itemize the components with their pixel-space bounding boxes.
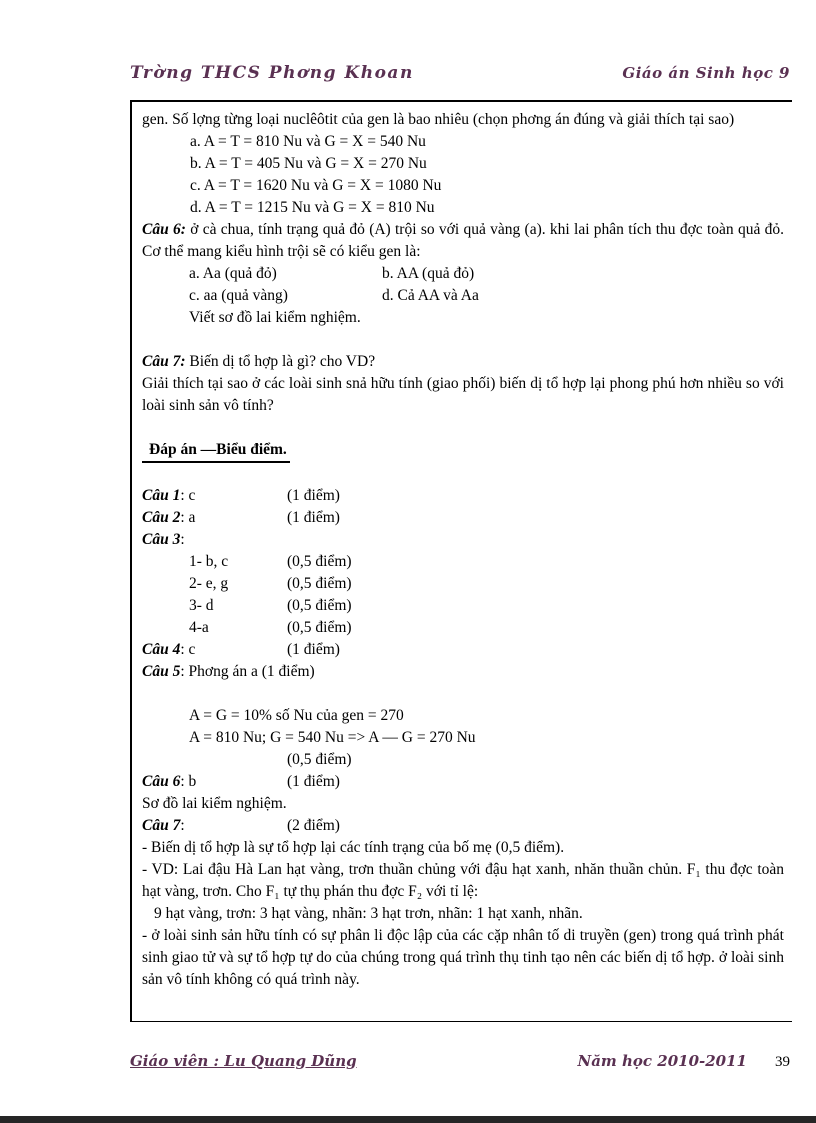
- spacer: [142, 463, 784, 485]
- answer-q3-label: Câu 3: [142, 531, 181, 548]
- question6-options-row1: [142, 263, 784, 285]
- footer-school-year: Năm học 2010-2011: [577, 1052, 747, 1070]
- page-footer: [130, 1050, 790, 1073]
- question5-option-c: c. A = T = 1620 Nu và G = X = 1080 Nu: [190, 177, 442, 194]
- answer-q4-label: Câu 4: [142, 641, 181, 658]
- scan-bottom-edge: [0, 1116, 816, 1123]
- question5-option-b: b. A = T = 405 Nu và G = X = 270 Nu: [190, 155, 427, 172]
- footer-teacher-name: Giáo viên : Lu Quang Dũng: [130, 1052, 357, 1070]
- answer-q3-sub-2-points: (0,5 điểm): [287, 575, 352, 592]
- answer-q5-work-1: A = G = 10% số Nu của gen = 270: [189, 707, 404, 724]
- answer-q5-work-2: A = 810 Nu; G = 540 Nu => A — G = 270 Nu: [189, 729, 476, 746]
- answer-row-q3: [142, 529, 784, 551]
- answer-q3-sub-1-points: (0,5 điểm): [287, 553, 352, 570]
- answer-q3-sub-1: [142, 551, 784, 573]
- answer-q2-value: : a: [180, 509, 196, 526]
- question6-option-a: a. Aa (quả đỏ): [189, 265, 277, 282]
- answer-section-heading: Đáp án —Biểu điểm.: [142, 439, 290, 463]
- answer-q4-points: (1 điểm): [287, 641, 340, 658]
- answer-row-q2: [142, 507, 784, 529]
- answer-q3-sub-1-text: 1- b, c: [189, 553, 229, 570]
- spacer: [142, 417, 784, 439]
- answer-row-q7: [142, 815, 784, 837]
- answer-q7-line-2: - VD: Lai đậu Hà Lan hạt vàng, trơn thuần chủng với đậu hạt xanh, nhăn thuần chủn. F₁ thu đợc toàn hạt vàng, trơn. Cho F₁ tự thụ phán thu đợc F₂ với tỉ lệ:: [142, 861, 784, 900]
- question5-option-d: d. A = T = 1215 Nu và G = X = 810 Nu: [190, 199, 435, 216]
- question7-text: Biến dị tổ hợp là gì? cho VD?: [185, 353, 376, 370]
- page-number: 39: [775, 1054, 790, 1070]
- answer-q5-points: (0,5 điểm): [287, 751, 352, 768]
- answer-q7-points: (2 điểm): [287, 817, 340, 834]
- page-header: [130, 62, 790, 84]
- answer-section-heading-row: [142, 439, 784, 463]
- page-content: [130, 100, 792, 1022]
- answer-q6-value: : b: [180, 773, 197, 790]
- answer-q7-ratio-line: 9 hạt vàng, trơn: 3 hạt vàng, nhãn: 3 hạt trơn, nhãn: 1 hạt xanh, nhãn.: [154, 905, 583, 922]
- answer-q3-value: :: [180, 531, 185, 548]
- answer-q2-points: (1 điểm): [287, 509, 340, 526]
- answer-q3-sub-3-points: (0,5 điểm): [287, 597, 352, 614]
- answer-q6-label: Câu 6: [142, 773, 181, 790]
- question6-text: ở cà chua, tính trạng quả đỏ (A) trội so với quả vàng (a). khi lai phân tích thu đợc toàn quả đỏ. Cơ thể mang kiểu hình trội sẽ có kiểu gen là:: [142, 221, 784, 260]
- answer-q3-sub-3: [142, 595, 784, 617]
- question7-paragraph: [142, 351, 784, 373]
- answer-q7-line-1: - Biến dị tổ hợp là sự tổ hợp lại các tính trạng của bố mẹ (0,5 điểm).: [142, 839, 565, 856]
- answer-q1-value: : c: [180, 487, 196, 504]
- answer-q3-sub-2-text: 2- e, g: [189, 575, 229, 592]
- question7-text2: Giải thích tại sao ở các loài sinh snả hữu tính (giao phối) biến dị tổ hợp lại phong phú hơn nhiều so với loài sinh sản vô tính?: [142, 375, 784, 414]
- answer-row-q6: [142, 771, 784, 793]
- header-school-name: Trờng THCS Phơng Khoan: [130, 63, 414, 83]
- answer-q2-label: Câu 2: [142, 509, 181, 526]
- answer-q3-sub-4-points: (0,5 điểm): [287, 619, 352, 636]
- footer-right-group: [577, 1050, 790, 1073]
- question6-options-row2: [142, 285, 784, 307]
- answer-row-q1: [142, 485, 784, 507]
- answer-q7-line-4: - ở loài sinh sản hữu tính có sự phân li độc lập của các cặp nhân tố di truyền (gen) trong quá trình phát sinh giao tử và sự tổ hợp tự do của chúng trong quá trình thụ tinh tạo nên các biến dị tổ hợp. ở loài sinh sản vô tính không có quá trình này.: [142, 927, 784, 988]
- spacer: [142, 683, 784, 705]
- question6-option-b: b. AA (quả đỏ): [382, 265, 475, 282]
- answer-q3-sub-2: [142, 573, 784, 595]
- answer-q5-value: : Phơng án a (1 điểm): [180, 663, 315, 680]
- answer-q1-points: (1 điểm): [287, 487, 340, 504]
- answer-q3-sub-4-text: 4-a: [189, 619, 209, 636]
- answer-q7-label: Câu 7: [142, 817, 181, 834]
- question6-note: Viết sơ đồ lai kiểm nghiệm.: [189, 309, 361, 326]
- header-doc-title: Giáo án Sinh học 9: [622, 64, 790, 82]
- answer-row-q5: [142, 661, 784, 683]
- spacer: [142, 329, 784, 351]
- question5-option-a: a. A = T = 810 Nu và G = X = 540 Nu: [190, 133, 426, 150]
- question6-paragraph: [142, 219, 784, 263]
- question7-label: Câu 7:: [142, 353, 186, 370]
- question5-intro: gen. Số lợng từng loại nuclêôtit của gen là bao nhiêu (chọn phơng án đúng và giải thích tại sao): [142, 111, 735, 128]
- answer-q7-value: :: [180, 817, 185, 834]
- answer-q5-label: Câu 5: [142, 663, 181, 680]
- answer-q6-points: (1 điểm): [287, 773, 340, 790]
- question6-option-d: d. Cả AA và Aa: [382, 287, 479, 304]
- answer-q1-label: Câu 1: [142, 487, 181, 504]
- question6-option-c: c. aa (quả vàng): [189, 287, 288, 304]
- answer-q4-value: : c: [180, 641, 196, 658]
- answer-q3-sub-4: [142, 617, 784, 639]
- answer-q3-sub-3-text: 3- d: [189, 597, 214, 614]
- answer-row-q4: [142, 639, 784, 661]
- answer-q6-note: Sơ đồ lai kiểm nghiệm.: [142, 795, 287, 812]
- question6-label: Câu 6:: [142, 221, 186, 238]
